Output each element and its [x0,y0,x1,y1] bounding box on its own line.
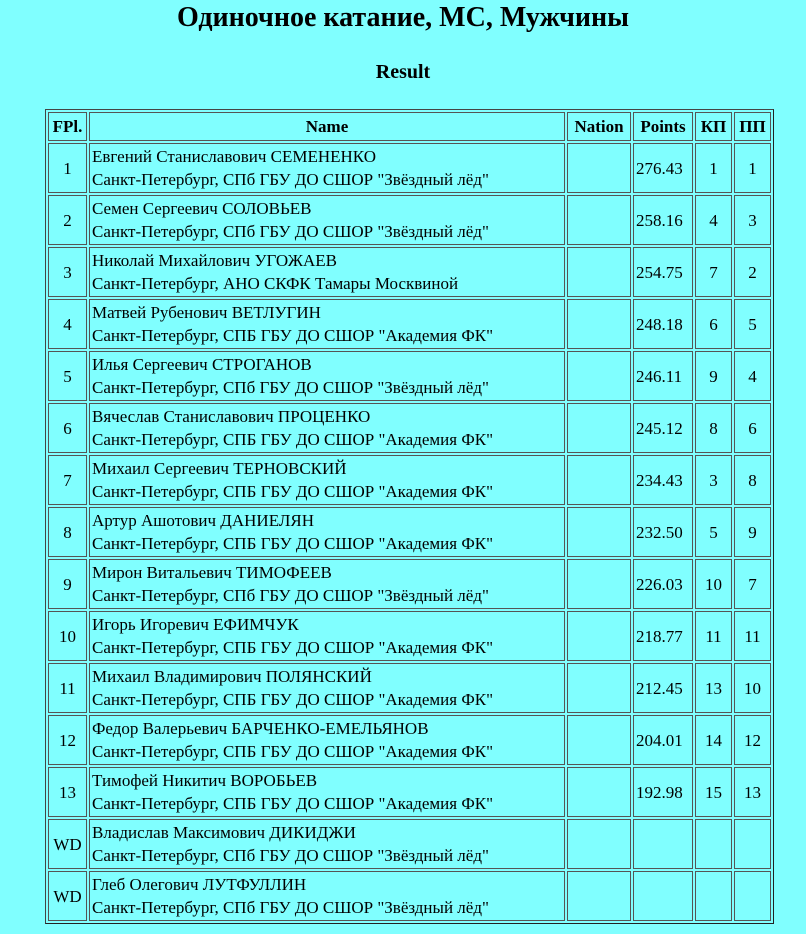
place-cell: 13 [48,767,87,817]
results-table-header [48,112,771,141]
place-cell: 1 [48,143,87,193]
nation-cell [567,819,631,869]
short-program-place-cell: 11 [695,611,732,661]
results-table-body [48,143,771,921]
nation-cell [567,611,631,661]
athlete-name: Владислав Максимович ДИКИДЖИ [92,823,356,842]
athlete-name: Артур Ашотович ДАНИЕЛЯН [92,511,315,530]
free-program-place-cell: 12 [734,715,771,765]
athlete-club: Санкт-Петербург, СПб ГБУ ДО СШОР "Звёздный лёд" [92,170,489,189]
page-title: Одиночное катание, МС, Мужчины [176,2,630,33]
place-cell: 10 [48,611,87,661]
points-cell: 226.03 [633,559,693,609]
points-cell: 204.01 [633,715,693,765]
name-cell [89,143,565,193]
free-program-place-cell: 4 [734,351,771,401]
name-cell [89,455,565,505]
short-program-place-cell: 13 [695,663,732,713]
free-program-place-cell: 11 [734,611,771,661]
nation-cell [567,559,631,609]
points-cell [633,819,693,869]
short-program-place-cell: 10 [695,559,732,609]
points-cell: 258.16 [633,195,693,245]
athlete-name: Илья Сергеевич СТРОГАНОВ [92,355,312,374]
place-cell: 9 [48,559,87,609]
name-cell [89,871,565,921]
athlete-name: Матвей Рубенович ВЕТЛУГИН [92,303,321,322]
athlete-name: Федор Валерьевич БАРЧЕНКО-ЕМЕЛЬЯНОВ [92,719,429,738]
table-row [48,455,771,505]
free-program-place-cell [734,819,771,869]
points-cell: 192.98 [633,767,693,817]
athlete-club: Санкт-Петербург, СПБ ГБУ ДО СШОР "Академия ФК" [92,430,494,449]
athlete-club: Санкт-Петербург, СПБ ГБУ ДО СШОР "Академия ФК" [92,690,494,709]
athlete-name: Михаил Сергеевич ТЕРНОВСКИЙ [92,459,347,478]
athlete-club: Санкт-Петербург, СПБ ГБУ ДО СШОР "Академия ФК" [92,534,494,553]
table-row [48,559,771,609]
table-row [48,663,771,713]
header-free-program: ПП [734,112,771,141]
place-cell: WD [48,871,87,921]
short-program-place-cell: 3 [695,455,732,505]
points-cell [633,871,693,921]
table-row [48,143,771,193]
results-table [45,109,774,924]
athlete-club: Санкт-Петербург, АНО СКФК Тамары Москвиной [92,274,459,293]
athlete-club: Санкт-Петербург, СПБ ГБУ ДО СШОР "Академия ФК" [92,794,494,813]
athlete-name: Семен Сергеевич СОЛОВЬЕВ [92,199,312,218]
nation-cell [567,247,631,297]
nation-cell [567,715,631,765]
nation-cell [567,507,631,557]
name-cell [89,663,565,713]
athlete-club: Санкт-Петербург, СПБ ГБУ ДО СШОР "Академия ФК" [92,482,494,501]
place-cell: 12 [48,715,87,765]
table-row [48,195,771,245]
nation-cell [567,455,631,505]
name-cell [89,247,565,297]
header-points: Points [633,112,693,141]
points-cell: 248.18 [633,299,693,349]
athlete-club: Санкт-Петербург, СПБ ГБУ ДО СШОР "Академия ФК" [92,638,494,657]
name-cell [89,351,565,401]
athlete-name: Мирон Витальевич ТИМОФЕЕВ [92,563,332,582]
points-cell: 232.50 [633,507,693,557]
athlete-name: Вячеслав Станиславович ПРОЦЕНКО [92,407,371,426]
table-row [48,507,771,557]
free-program-place-cell: 13 [734,767,771,817]
athlete-club: Санкт-Петербург, СПБ ГБУ ДО СШОР "Академия ФК" [92,326,494,345]
nation-cell [567,299,631,349]
short-program-place-cell: 7 [695,247,732,297]
athlete-name: Тимофей Никитич ВОРОБЬЕВ [92,771,318,790]
name-cell [89,299,565,349]
short-program-place-cell: 4 [695,195,732,245]
athlete-name: Евгений Станиславович СЕМЕНЕНКО [92,147,377,166]
free-program-place-cell: 6 [734,403,771,453]
name-cell [89,507,565,557]
name-cell [89,611,565,661]
nation-cell [567,351,631,401]
table-row [48,351,771,401]
nation-cell [567,403,631,453]
table-row [48,871,771,921]
short-program-place-cell: 9 [695,351,732,401]
place-cell: 5 [48,351,87,401]
place-cell: 11 [48,663,87,713]
short-program-place-cell: 8 [695,403,732,453]
nation-cell [567,663,631,713]
free-program-place-cell [734,871,771,921]
athlete-name: Михаил Владимирович ПОЛЯНСКИЙ [92,667,372,686]
name-cell [89,195,565,245]
place-cell: 6 [48,403,87,453]
table-row [48,299,771,349]
place-cell: 3 [48,247,87,297]
name-cell [89,559,565,609]
short-program-place-cell: 6 [695,299,732,349]
free-program-place-cell: 9 [734,507,771,557]
table-row [48,715,771,765]
name-cell [89,715,565,765]
page-subtitle: Result [375,61,431,83]
points-cell: 246.11 [633,351,693,401]
name-cell [89,403,565,453]
free-program-place-cell: 8 [734,455,771,505]
points-cell: 212.45 [633,663,693,713]
place-cell: 7 [48,455,87,505]
points-cell: 218.77 [633,611,693,661]
header-row [48,112,771,141]
free-program-place-cell: 7 [734,559,771,609]
athlete-club: Санкт-Петербург, СПБ ГБУ ДО СШОР "Академия ФК" [92,742,494,761]
table-row [48,611,771,661]
header-short-program: КП [695,112,732,141]
athlete-club: Санкт-Петербург, СПб ГБУ ДО СШОР "Звёздный лёд" [92,586,489,605]
table-row [48,247,771,297]
free-program-place-cell: 3 [734,195,771,245]
short-program-place-cell: 15 [695,767,732,817]
header-place: FPl. [48,112,87,141]
free-program-place-cell: 5 [734,299,771,349]
name-cell [89,767,565,817]
header-name: Name [89,112,565,141]
short-program-place-cell: 1 [695,143,732,193]
points-cell: 276.43 [633,143,693,193]
free-program-place-cell: 10 [734,663,771,713]
short-program-place-cell [695,819,732,869]
points-cell: 245.12 [633,403,693,453]
header-nation: Nation [567,112,631,141]
free-program-place-cell: 2 [734,247,771,297]
nation-cell [567,767,631,817]
table-row [48,403,771,453]
athlete-club: Санкт-Петербург, СПб ГБУ ДО СШОР "Звёздный лёд" [92,846,489,865]
athlete-name: Игорь Игоревич ЕФИМЧУК [92,615,299,634]
athlete-club: Санкт-Петербург, СПб ГБУ ДО СШОР "Звёздный лёд" [92,898,489,917]
short-program-place-cell: 5 [695,507,732,557]
points-cell: 254.75 [633,247,693,297]
free-program-place-cell: 1 [734,143,771,193]
place-cell: 8 [48,507,87,557]
athlete-name: Николай Михайлович УГОЖАЕВ [92,251,337,270]
athlete-club: Санкт-Петербург, СПб ГБУ ДО СШОР "Звёздный лёд" [92,222,489,241]
athlete-club: Санкт-Петербург, СПб ГБУ ДО СШОР "Звёздный лёд" [92,378,489,397]
place-cell: 4 [48,299,87,349]
nation-cell [567,195,631,245]
short-program-place-cell: 14 [695,715,732,765]
table-row [48,767,771,817]
place-cell: WD [48,819,87,869]
table-row [48,819,771,869]
short-program-place-cell [695,871,732,921]
nation-cell [567,143,631,193]
nation-cell [567,871,631,921]
place-cell: 2 [48,195,87,245]
name-cell [89,819,565,869]
points-cell: 234.43 [633,455,693,505]
athlete-name: Глеб Олегович ЛУТФУЛЛИН [92,875,307,894]
